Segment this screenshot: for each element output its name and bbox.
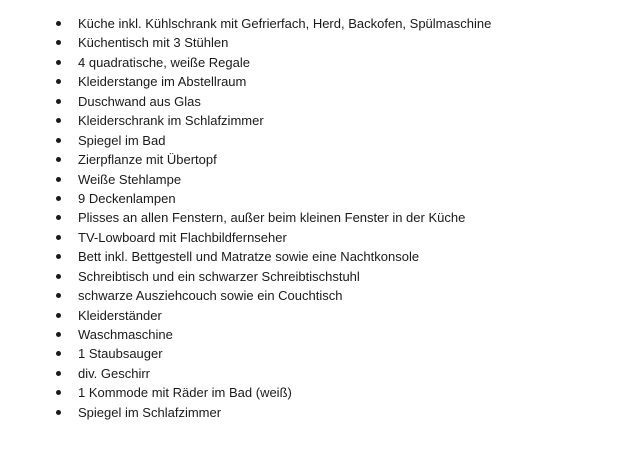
list-item [56, 267, 616, 286]
list-item-text: Duschwand aus Glas [78, 93, 201, 109]
bullet-icon [56, 390, 61, 395]
list-item-text: Bett inkl. Bettgestell und Matratze sowie eine Nachtkonsole [78, 249, 420, 265]
list-item-text: Küchentisch mit 3 Stühlen [78, 35, 229, 51]
list-item [56, 170, 616, 189]
list-item [56, 92, 616, 111]
bullet-icon [56, 99, 61, 104]
list-item-text: TV-Lowboard mit Flachbildfernseher [78, 229, 287, 245]
list-item-text: 9 Deckenlampen [78, 190, 176, 206]
list-item [56, 131, 616, 150]
bullet-icon [56, 79, 61, 84]
list-item [56, 286, 616, 305]
bullet-icon [56, 332, 61, 337]
list-item [56, 364, 616, 383]
list-item-text: Kleiderstange im Abstellraum [78, 74, 247, 90]
bullet-icon [56, 60, 61, 65]
list-item-text: 1 Kommode mit Räder im Bad (weiß) [78, 385, 292, 401]
bullet-icon [56, 371, 61, 376]
list-item-text: Weiße Stehlampe [78, 171, 182, 187]
list-item-text: schwarze Ausziehcouch sowie ein Couchtisch [78, 288, 343, 304]
bullet-icon [56, 410, 61, 415]
list-item-text: Waschmaschine [78, 327, 173, 342]
list-item-text: 4 quadratische, weiße Regale [78, 54, 250, 70]
inventory-list [56, 14, 616, 422]
bullet-icon [56, 196, 61, 201]
list-item [56, 14, 616, 33]
list-item [56, 53, 616, 72]
list-item-text: Spiegel im Schlafzimmer [78, 404, 222, 420]
list-item [56, 403, 616, 422]
bullet-icon [56, 157, 61, 162]
bullet-icon [56, 118, 61, 123]
list-item-text: Kleiderständer [78, 307, 162, 323]
list-item [56, 344, 616, 363]
list-item [56, 189, 616, 208]
bullet-icon [56, 215, 61, 220]
list-item [56, 383, 616, 402]
list-item [56, 306, 616, 325]
bullet-icon [56, 40, 61, 45]
list-item-text: Spiegel im Bad [78, 132, 166, 148]
list-item-text: Plisses an allen Fenstern, außer beim kleinen Fenster in der Küche [78, 210, 466, 226]
bullet-icon [56, 235, 61, 240]
list-item [56, 228, 616, 247]
bullet-icon [56, 274, 61, 279]
list-item [56, 247, 616, 266]
list-item-text: 1 Staubsauger [78, 346, 163, 362]
bullet-icon [56, 21, 61, 26]
bullet-icon [56, 138, 61, 143]
list-item-text: Schreibtisch und ein schwarzer Schreibtischstuhl [78, 268, 360, 284]
bullet-icon [56, 254, 61, 259]
list-item-text: Küche inkl. Kühlschrank mit Gefrierfach, Herd, Backofen, Spülmaschine [78, 16, 492, 31]
bullet-icon [56, 177, 61, 182]
bullet-icon [56, 313, 61, 318]
list-item [56, 111, 616, 130]
bullet-icon [56, 293, 61, 298]
list-item [56, 325, 616, 344]
list-item-text: Zierpflanze mit Übertopf [78, 152, 217, 168]
list-item [56, 208, 616, 227]
list-item [56, 150, 616, 169]
list-item-text: div. Geschirr [78, 365, 150, 381]
bullet-icon [56, 351, 61, 356]
list-item [56, 33, 616, 52]
list-item-text: Kleiderschrank im Schlafzimmer [78, 113, 264, 129]
list-item [56, 72, 616, 91]
